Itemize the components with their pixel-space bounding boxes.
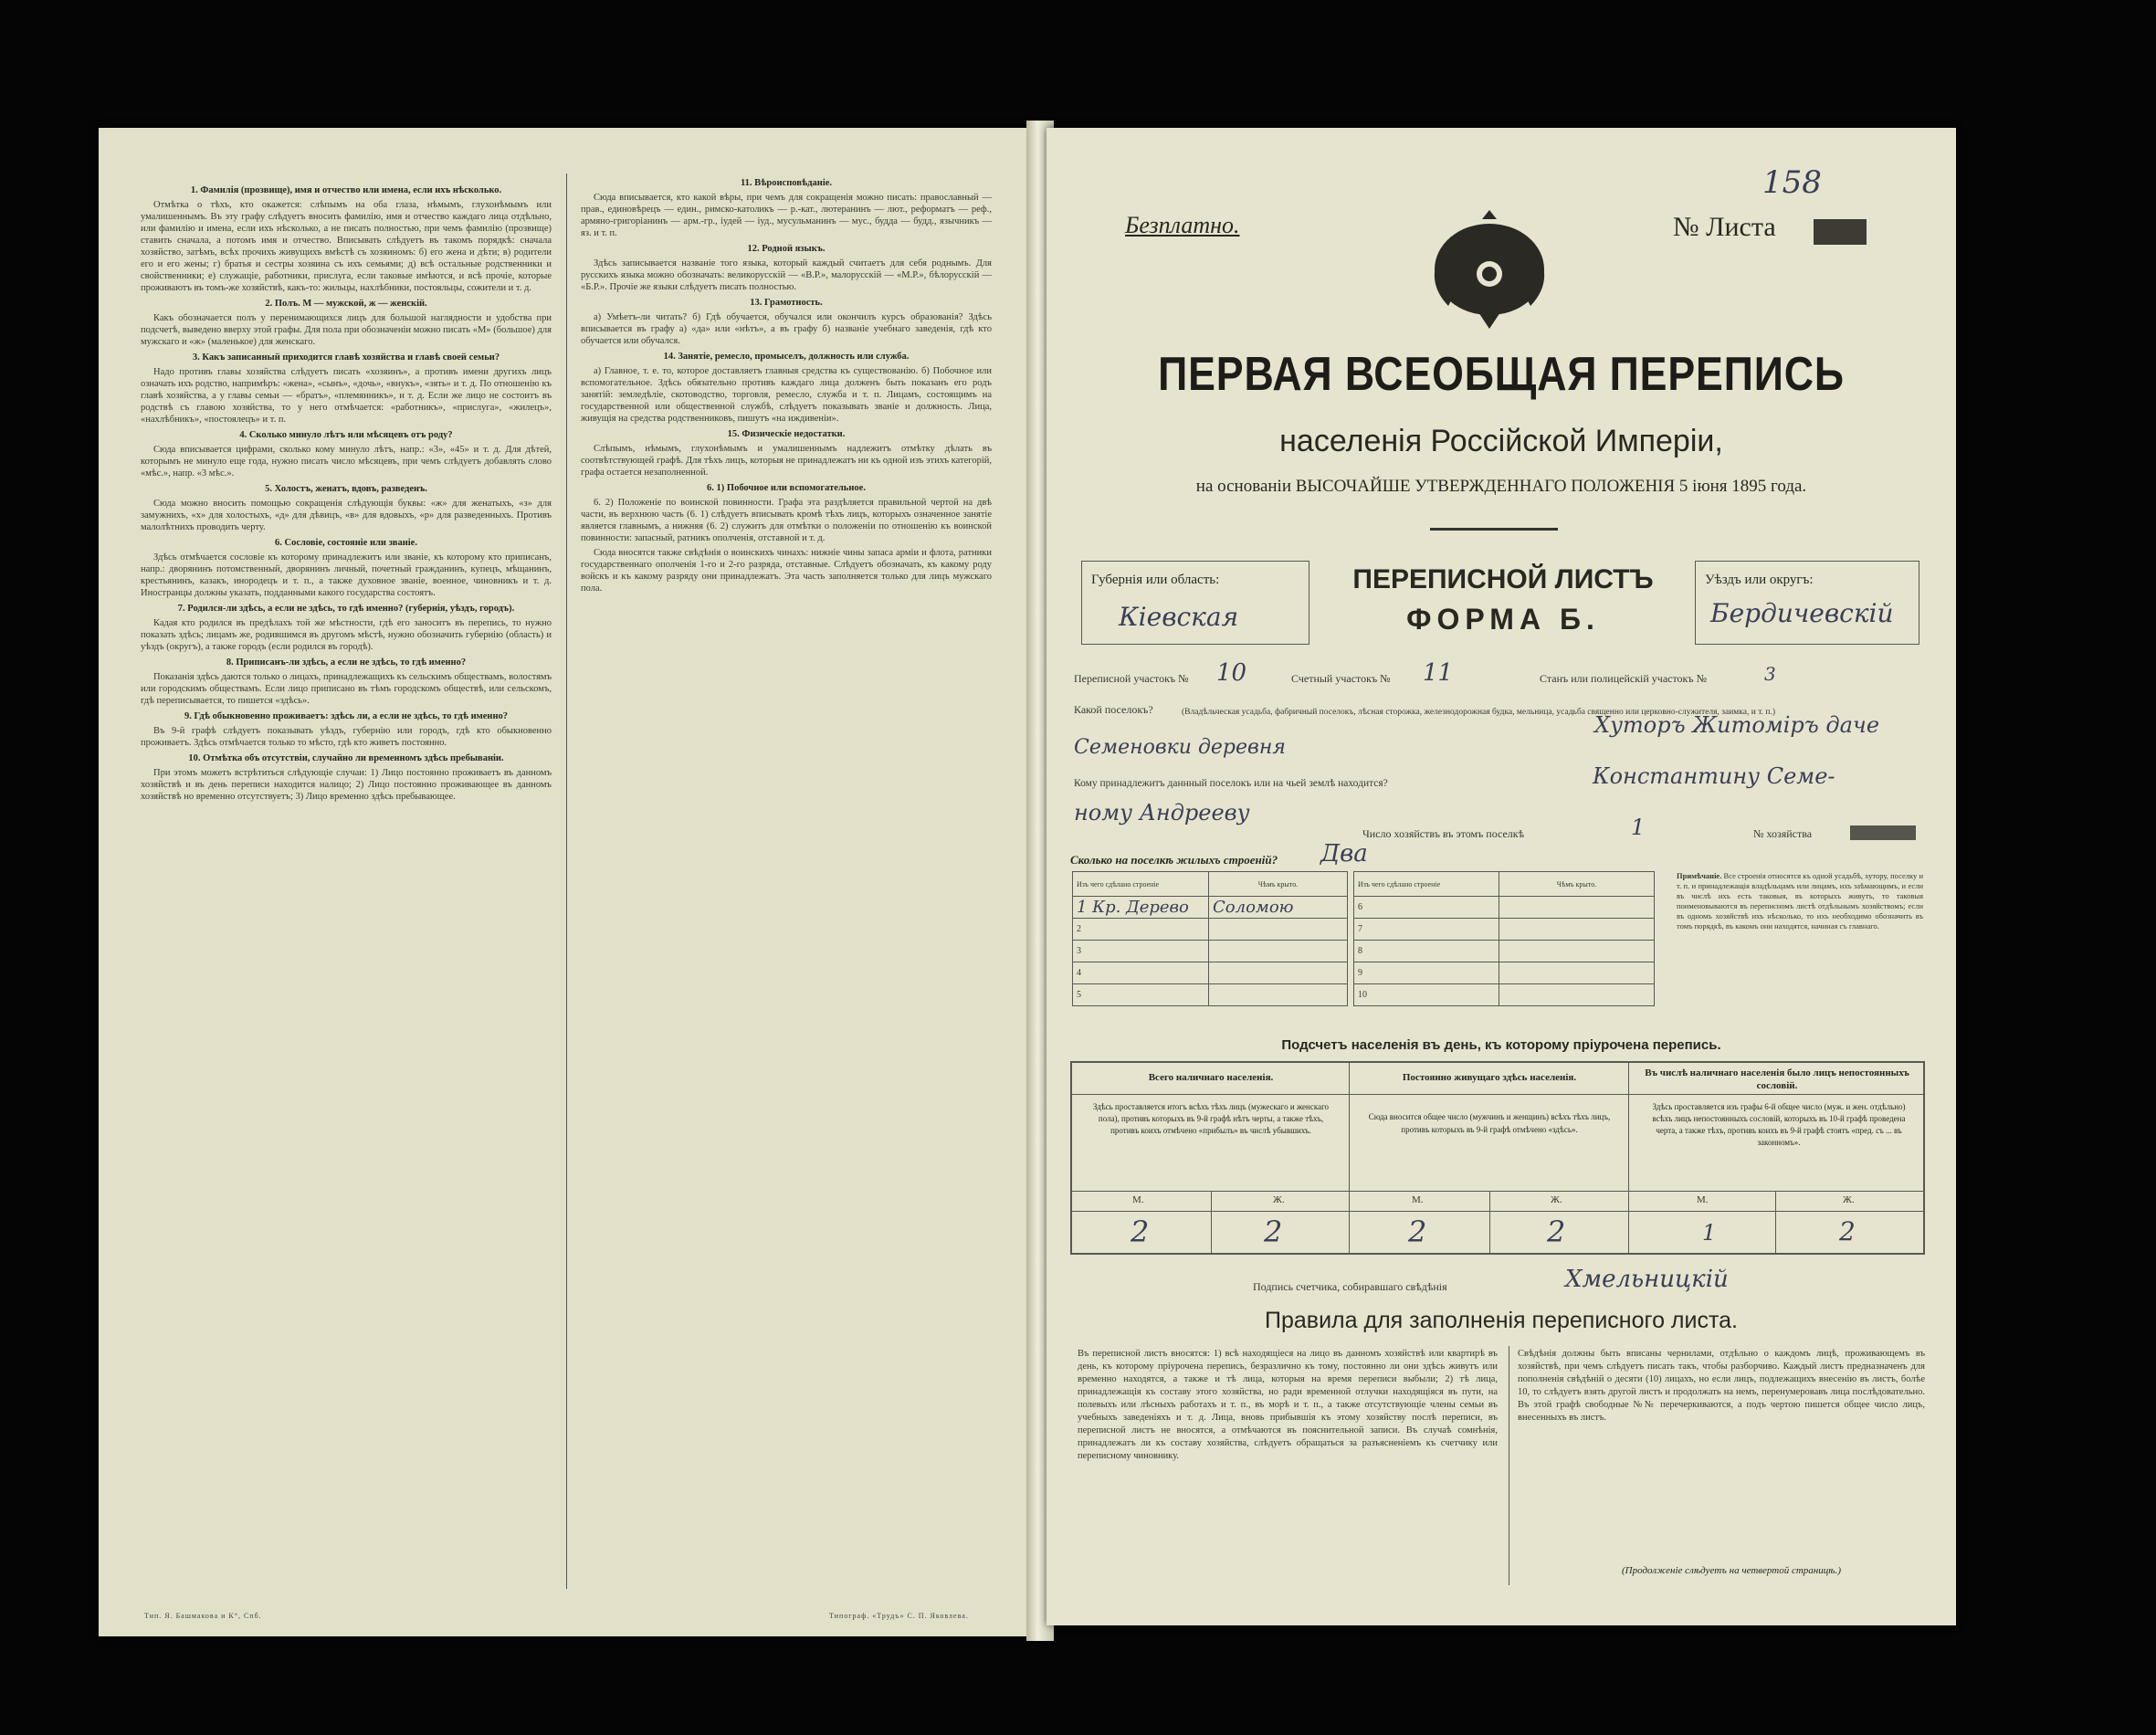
- tally-value-present-f: 2: [1264, 1214, 1283, 1249]
- tally-value-present-m: 2: [1131, 1214, 1150, 1249]
- instruction-heading: 11. Вѣроисповѣданіе.: [740, 178, 833, 188]
- bld-row-10: 10: [1354, 984, 1499, 1006]
- bld-row-5: 5: [1073, 984, 1209, 1006]
- tally-value-nonperm-f: 2: [1839, 1216, 1856, 1246]
- instruction-text: Надо противъ главы хозяйства слѣдуетъ писать «хозяинъ», а противъ имени другихъ лицъ означать ихъ родство, напримѣръ: «жена», «сынъ», «дочь», «внукъ», «зять» и т. д. По отношенію къ главѣ хозяйства, а у главы семьи — «братъ», «племянникъ», и т. д. Если же лицо не состоитъ въ родствѣ съ главою хозяйства, то у него отмѣчается: «работникъ», «прислуга», «жилецъ», «нахлѣбникъ», «постоялецъ» и т. п.: [141, 367, 552, 425]
- column-divider: [566, 174, 567, 1589]
- rules-continued: (Продолженіе слѣдуетъ на четвертой страницѣ.): [1622, 1565, 1841, 1576]
- printer-footer-left: Тип. Я. Башмакова и К°, Спб.: [144, 1612, 262, 1620]
- bld-header-material: Изъ чего сдѣлано строеніе: [1073, 872, 1209, 897]
- owner-label: Кому принадлежитъ даннный поселокъ или на чьей землѣ находится?: [1074, 778, 1388, 789]
- uezd-box: [1695, 561, 1919, 645]
- form-title: ПЕРЕПИСНОЙ ЛИСТЪ: [1352, 564, 1654, 594]
- tally-value-permanent-f: 2: [1547, 1214, 1566, 1249]
- police-district-value: 3: [1764, 663, 1776, 685]
- instruction-heading: 6. Сословіе, состояніе или званіе.: [275, 538, 417, 548]
- instruction-heading: 4. Сколько минуло лѣтъ или мѣсяцевъ отъ роду?: [239, 430, 453, 440]
- tally-f-2: Ж.: [1551, 1194, 1562, 1205]
- owner-value-line-2: ному Андрееву: [1074, 800, 1250, 825]
- tally-value-permanent-m: 2: [1408, 1214, 1427, 1249]
- instruction-heading: 6. 1) Побочное или вспомогательное.: [707, 483, 866, 493]
- instruction-heading: 13. Грамотность.: [750, 298, 823, 308]
- bld-row-6: 6: [1354, 897, 1499, 919]
- instruction-text: Сюда вписывается, кто какой вѣры, при чемъ для сокращенія можно писать: православный — прав., единовѣрецъ — един., римско-католикъ — р.-кат., лютеранинъ — лют., реформатъ — реф., армяно-григоріанинъ — арм.-гр., іудей — іуд., мусульманинъ — мус., будда — будд., язычникъ — яз. и т. п.: [581, 193, 992, 238]
- tally-desc-present: Здѣсь проставляется итогъ всѣхъ тѣхъ лицъ (мужескаго и женскаго пола), противъ которыхъ въ 9-й графѣ нѣтъ черты, а также тѣхъ, противъ коихъ отмѣчено «прибылъ» въ числѣ убывшихъ.: [1092, 1102, 1330, 1135]
- buildings-label: Сколько на поселкѣ жилыхъ строеній?: [1070, 853, 1278, 867]
- bld-header-roof: Чѣмъ крыто.: [1209, 872, 1348, 897]
- rules-column-right: Свѣдѣнія должны быть вписаны чернилами, отдѣльно о каждомъ лицѣ, проживающемъ въ хозяйствѣ, при чемъ слѣдуетъ писать такъ, чтобы разборчиво. Каждый листъ предназначенъ для пополненія свѣдѣній о десяти (10) лицахъ, но если лицъ, подлежащихъ внесенію въ листъ, болѣе 10, то слѣдуетъ взять другой листъ и продолжать на немъ, перенумеровавъ лица послѣдовательно. Въ этой графѣ свободные №№ перечеркиваются, а подъ чертою пишется общее число лицъ, внесенныхъ въ листъ.: [1518, 1349, 1925, 1423]
- instruction-heading: 7. Родился-ли здѣсь, а если не здѣсь, то гдѣ именно? (губернія, уѣздъ, городъ).: [177, 604, 515, 614]
- bld-header-material-2: Изъ чего сдѣлано строеніе: [1354, 872, 1499, 897]
- tally-title: Подсчетъ населенія въ день, къ которому пріурочена перепись.: [1281, 1037, 1721, 1053]
- instruction-heading: 15. Физическіе недостатки.: [727, 429, 846, 439]
- instruction-heading: 9. Гдѣ обыкновенно проживаетъ: здѣсь ли, а если не здѣсь, то гдѣ именно?: [184, 711, 509, 721]
- instruction-heading: 5. Холостъ, женатъ, вдовъ, разведенъ.: [265, 484, 427, 494]
- instruction-text: а) Главное, т. е. то, которое доставляетъ главныя средства къ существованію. б) Побочное или вспомогательное. Здѣсь обязательно противъ каждаго лица долженъ быть показанъ его родъ занятій: земледѣліе, скотоводство, торговля, ремесло, служба и т. п. Лицамъ, состоящимъ на государственной или общественной службѣ, слѣдуетъ показывать званіе и должность. Лица, живущія на средства родственниковъ, пишутъ «на иждивеніи».: [581, 366, 992, 424]
- gubernia-value: Кіевская: [1119, 602, 1239, 632]
- sheet-number-label: № Листа: [1673, 212, 1776, 242]
- title-divider: [1430, 528, 1558, 531]
- imperial-eagle-emblem: [1421, 201, 1558, 338]
- owner-value: Константину Семе-: [1593, 763, 1835, 789]
- bld-row-8: 8: [1354, 941, 1499, 962]
- handwritten-sheet-number: 158: [1762, 164, 1822, 201]
- decree-line: на основаніи ВЫСОЧАЙШЕ УТВЕРЖДЕННАГО ПОЛОЖЕНІЯ 5 іюня 1895 года.: [1195, 477, 1807, 496]
- form-subtitle: ФОРМА Б.: [1406, 603, 1600, 636]
- bld-row-1-roof: Соломою: [1209, 897, 1348, 919]
- tally-rule-1: [1072, 1094, 1923, 1095]
- rules-title: Правила для заполненія переписного листа.: [1265, 1308, 1738, 1333]
- instruction-text: При этомъ можетъ встрѣтиться слѣдующіе случаи: 1) Лицо постоянно проживаетъ въ данномъ хозяйствѣ и въ день переписи находится налицо; 2) Лицо постоянно проживающее въ данномъ хозяйствѣ но временно отсутствуетъ; 3) Лицо временно здѣсь пребывающее.: [141, 768, 552, 802]
- instruction-heading: 14. Занятіе, ремесло, промыселъ, должность или служба.: [663, 352, 910, 362]
- instruction-text: Въ 9-й графѣ слѣдуетъ показывать уѣздъ, губернію или городъ, гдѣ кто обыкновенно проживаетъ. Здѣсь отмѣчается только то мѣсто, гдѣ кто живетъ постоянно.: [141, 726, 552, 748]
- count-district-value: 11: [1423, 659, 1454, 687]
- tally-desc-nonpermanent: Здѣсь проставляется изъ графы 6-й общее число (муж. и жен. отдѣльно) всѣхъ лицъ непостоянныхъ сословій, которыхъ въ 10-й графѣ проведена черта, а также тѣхъ, противъ коихъ въ 9-й графѣ стоятъ «пред. съ ... въ законномъ».: [1652, 1102, 1906, 1147]
- household-number-label: № хозяйства: [1753, 827, 1813, 840]
- census-district-value: 10: [1216, 659, 1247, 687]
- tally-f-3: Ж.: [1843, 1194, 1855, 1205]
- households-value: 1: [1631, 815, 1646, 840]
- instruction-text: Сюда вписывается цифрами, сколько кому минуло лѣтъ, напр.: «3», «45» и т. д. Для дѣтей, которымъ не минуло еще года, нужно писать число мѣсяцевъ, при чемъ слѣдуетъ добавлять слово «мѣс.», напр. «3 мѣс.».: [141, 445, 552, 478]
- tally-header-permanent: Постоянно живущаго здѣсь населенія.: [1402, 1072, 1577, 1083]
- sheet-number-stamp: [1814, 219, 1867, 245]
- left-page: [99, 128, 1039, 1636]
- free-label: Безплатно.: [1125, 212, 1240, 238]
- census-subtitle: населенія Россійской Имперіи,: [1279, 424, 1723, 458]
- uezd-value: Бердичевскій: [1710, 598, 1894, 628]
- enumerator-label: Подпись счетчика, собиравшаго свѣдѣнія: [1253, 1280, 1447, 1293]
- gubernia-box: [1081, 561, 1309, 645]
- instruction-heading: 1. Фамилія (прозвище), имя и отчество или имена, если ихъ нѣсколько.: [190, 185, 502, 195]
- bld-row-7: 7: [1354, 919, 1499, 941]
- buildings-table-right: [1353, 871, 1655, 1006]
- rules-column-left: Въ переписной листъ вносятся: 1) всѣ находящіеся на лицо въ данномъ хозяйствѣ или квартирѣ въ день, къ которому пріурочена перепись, безразлично къ тому, постоянно ли они здѣсь живутъ или временно находятся, а также и тѣ лица, которыя на время переписи выбыли; 2) тѣ лица, принадлежащія къ составу этого хозяйства, но ради временной отлучки находящіяся въ пути, на полевыхъ или лѣсныхъ работахъ и т. п., въ морѣ и т. п., а также отсутствующіе члены семьи въ учебныхъ заведеніяхъ и т. д. Лица, вновь прибывшія къ этому хозяйству послѣ переписи, въ переписной листъ не вносятся, а отмѣчаются въ пояснительной записи. Въ случаѣ сомнѣнія, принадлежатъ ли къ составу хозяйства, слѣдуетъ обращаться за разъясненіемъ къ счетчику или переписному чиновнику.: [1078, 1349, 1498, 1461]
- instructions-column-1: [141, 181, 552, 1578]
- settlement-hint: (Владѣльческая усадьба, фабричный поселокъ, лѣсная сторожка, железнодорожная будка, мельница, усадьба священно или церковно-служителя, заимка, и т. п.): [1182, 708, 1775, 717]
- buildings-value: Два: [1320, 840, 1368, 868]
- tally-rule-2: [1072, 1191, 1923, 1192]
- instruction-heading: 3. Какъ записанный приходится главѣ хозяйства и главѣ своей семьи?: [192, 352, 500, 363]
- bld-row-3: 3: [1073, 941, 1209, 962]
- buildings-note: [1677, 871, 1923, 1019]
- printer-footer-right: Типограф. «Трудъ» С. П. Яковлева.: [829, 1612, 969, 1620]
- instruction-text: а) Умѣетъ-ли читать? б) Гдѣ обучается, обучался или окончилъ курсъ образованія? Здѣсь вписывается въ графу а) «да» или «нѣтъ», а въ графу б) названіе учебнаго заведенія, гдѣ кто обучается или обучался.: [581, 312, 992, 346]
- instruction-heading: 2. Полъ. М — мужской, ж — женскій.: [265, 299, 427, 309]
- bld-row-9: 9: [1354, 962, 1499, 984]
- settlement-value: Хуторъ Житоміръ даче: [1594, 712, 1880, 738]
- tally-m-2: М.: [1412, 1194, 1424, 1205]
- census-title: ПЕРВАЯ ВСЕОБЩАЯ ПЕРЕПИСЬ: [1158, 348, 1845, 401]
- census-district-label: Переписной участокъ №: [1074, 672, 1189, 685]
- tally-rule-3: [1072, 1211, 1923, 1212]
- gubernia-label: Губернія или область:: [1091, 573, 1220, 587]
- households-label: Число хозяйствъ въ этомъ поселкѣ: [1362, 827, 1525, 840]
- bld-row-4: 4: [1073, 962, 1209, 984]
- note-label: Примѣчаніе.: [1677, 871, 1722, 880]
- count-district-label: Счетный участокъ №: [1291, 672, 1391, 685]
- instruction-text: Показанія здѣсь даются только о лицахъ, принадлежащихъ къ сельскимъ обществамъ, волостямъ или городскимъ обществамъ. Если лицо приписано въ тѣмъ городскомъ обществѣ, или сельскомъ, гдѣ переписывается, то пишется «здѣсь».: [141, 672, 552, 706]
- right-page: [1046, 128, 1956, 1625]
- bld-row-1-material: 1 Кр. Дерево: [1073, 897, 1209, 919]
- settlement-value-line-2: Семеновки деревня: [1074, 736, 1286, 759]
- tally-header-nonpermanent: Въ числѣ наличнаго населенія было лицъ непостоянныхъ сословій.: [1645, 1067, 1909, 1091]
- instructions-column-2: [581, 174, 992, 1571]
- instruction-text: Кадая кто родился въ предѣлахъ той же мѣстности, гдѣ его заноситъ въ перепись, то нужно показать здѣсь; лицамъ же, родившимся въ другомъ мѣстѣ, нужно обозначить губернію (область) и уѣздъ (округъ), а также городъ (если родился въ городѣ).: [141, 618, 552, 652]
- tally-value-nonperm-m: 1: [1702, 1220, 1717, 1246]
- instruction-text: 6. 2) Положеніе по воинской повинности. Графа эта раздѣляется правильной чертой на двѣ части, въ верхнюю часть (6. 1) слѣдуетъ вписывать кромѣ тѣхъ лицъ, которыхъ означенное занятіе является главнымъ, а нижняя (6. 2) служитъ для отмѣтки о положеніи по отношенію къ воинской повинности: запасный, ратникъ ополченія, отставной и т. д.: [581, 498, 992, 543]
- instruction-heading: 12. Родной языкъ.: [747, 244, 826, 254]
- tally-m-3: М.: [1697, 1194, 1709, 1205]
- instruction-text: Здѣсь отмѣчается сословіе къ которому принадлежитъ или званіе, къ которому кто приписанъ, напр.: дворянинъ потомственный, дворянинъ личный, почетный гражданинъ, купецъ, мѣщанинъ, крестьянинъ, казакъ, инородецъ и т. п., а также духовное званіе, военное, чиновникъ и т. д. Иностранцы должны указать, подданными какого государства состоятъ.: [141, 552, 552, 598]
- tally-box: [1070, 1061, 1925, 1255]
- tally-desc-permanent: Сюда вносится общее число (мужчинъ и женщинъ) всѣхъ тѣхъ лицъ, противъ которыхъ въ 9-й графѣ отмѣчено «здѣсь».: [1368, 1112, 1611, 1134]
- bld-header-roof-2: Чѣмъ крыто.: [1499, 872, 1655, 897]
- instruction-text: Здѣсь записывается названіе того языка, который каждый считаетъ для себя роднымъ. Для русскихъ языка можно обозначать: великорусскій — «В.Р.», малорусскій — «М.Р.», бѣлорусскій — «Б.Р.». Прочіе же языки слѣдуетъ писать полностью.: [581, 258, 992, 292]
- instruction-text: Сюда можно вносить помощью сокращенія слѣдующія буквы: «ж» для женатыхъ, «з» для замужнихъ, «х» для холостыхъ, «д» для дѣвицъ, «в» для вдовыхъ, «р» для разведенныхъ. Противъ малолѣтнихъ проводить черту.: [141, 499, 552, 532]
- instruction-text: Какъ обозначается полъ у перенимающихся лицъ для большой наглядности и удобства при подсчетѣ, выведено вверху этой графы. Для пола при обозначеніи можно писать «М» (большое) для мужскаго и «ж» (маленькое) для женскаго.: [141, 313, 552, 347]
- tally-f-1: Ж.: [1273, 1194, 1285, 1205]
- tally-header-present: Всего наличнаго населенія.: [1148, 1072, 1274, 1083]
- uezd-label: Уѣздъ или округъ:: [1705, 573, 1814, 587]
- enumerator-signature: Хмельницкій: [1565, 1266, 1729, 1293]
- bld-row-2: 2: [1073, 919, 1209, 941]
- note-text: Все строенія относятся къ одной усадьбѣ, хутору, поселку и т. п. и принадлежащія владѣльцамъ или лицамъ, ихъ заѣмающимъ, и если въ числѣ ихъ есть таковыя, въ которыхъ живутъ, то таковыя поименовываются въ переписномъ листѣ отдѣльнымъ хозяйствомъ; если въ одномъ хозяйствѣ ихъ нѣсколько, то ихъ необходимо обозначить въ томъ порядкѣ, въ какомъ они находятся, начиная съ главнаго.: [1677, 871, 1923, 931]
- instruction-text: Сюда вносятся также свѣдѣнія о воинскихъ чинахъ: нижніе чины запаса арміи и флота, ратники государственнаго ополченія 1-го и 2-го разряда, отставные. Слѣдуетъ обозначать, къ какому роду войскъ и къ какому разряду они принадлежатъ. Эта часть заполняется только для лицъ мужскаго пола.: [581, 548, 992, 594]
- buildings-table-left: [1072, 871, 1348, 1006]
- instruction-heading: 10. Отмѣтка объ отсутствіи, случайно ли временномъ здѣсь пребываніи.: [188, 753, 504, 763]
- police-district-label: Станъ или полицейскій участокъ №: [1540, 672, 1708, 685]
- tally-m-1: М.: [1132, 1194, 1144, 1205]
- instruction-heading: 8. Приписанъ-ли здѣсь, а если не здѣсь, то гдѣ именно?: [226, 657, 467, 668]
- instruction-text: Отмѣтка о тѣхъ, кто окажется: слѣпымъ на оба глаза, нѣмымъ, глухонѣмымъ или умалишеннымъ. Въ эту графу слѣдуетъ вносить фамилію, имя и отчество каждаго лица отдѣльно, или фамилію и имена, если ихъ нѣсколько, а не писать полностью, при чемъ фамилію (прозвище) ставить сначала, а потомъ имя и отчество. Вписывать слѣдуетъ въ такомъ порядкѣ: сначала хозяйство, затѣмъ, всѣх прочихъ живущихъ вмѣстѣ съ хозяиномъ: б) его жена и дѣти; в) родители его и его жены; г) братья и сестры хозяина съ ихъ семьями; д) всѣ остальные родственники и свойственники; е) служащіе, работники, прислуга, если таковые имѣются, и всѣ прочіе, которые проживаютъ въ томъ-же хозяйствѣ, какъ-то: жильцы, нахлѣбники, постояльцы, сожители и т. д.: [141, 200, 552, 293]
- settlement-label: Какой поселокъ?: [1074, 703, 1153, 716]
- household-number-stamp: [1850, 825, 1916, 840]
- instruction-text: Слѣпымъ, нѣмымъ, глухонѣмымъ и умалишеннымъ надлежитъ отмѣтку дѣлать въ соотвѣтствующей графѣ. Для тѣхъ лицъ, которыя не принадлежатъ ни къ одной изъ этихъ категорій, графа остается незаполненной.: [581, 444, 992, 478]
